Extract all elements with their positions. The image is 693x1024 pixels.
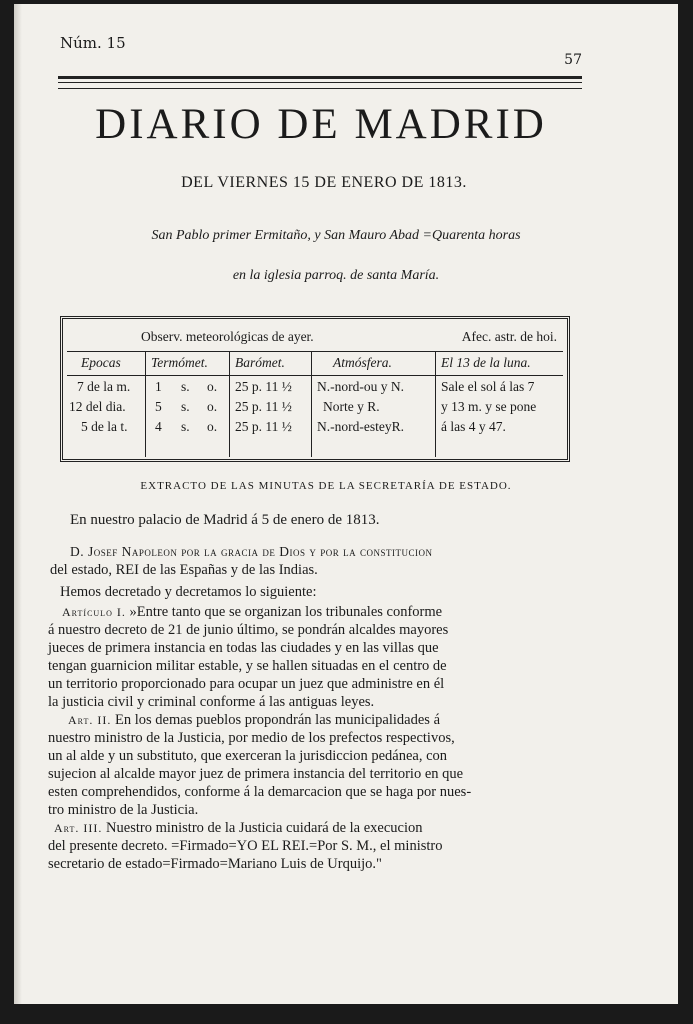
row2-o: o. xyxy=(207,399,218,414)
art1-line-3: jueces de primera instancia en todas las ciudades y en las villas que xyxy=(48,640,439,656)
col-epocas: Epocas xyxy=(81,355,121,370)
art1-label: Artículo I. xyxy=(62,605,126,619)
saints-line-2: en la iglesia parroq. de santa María. xyxy=(232,268,440,283)
moon-line-3: á las 4 y 47. xyxy=(441,419,506,434)
col-atmosfera: Atmósfera. xyxy=(333,355,392,370)
moon-line-2: y 13 m. y se pone xyxy=(441,399,537,414)
decree-line-1: D. Josef Napoleon por la gracia de Dios y por la constitucion xyxy=(70,544,433,559)
col-barometro: Barómet. xyxy=(235,355,285,370)
meteo-divider-4 xyxy=(435,351,436,457)
row2-temp: 5 xyxy=(155,399,162,414)
masthead-title: DIARIO DE MADRID xyxy=(95,101,547,148)
art1-line-6: la justicia civil y criminal conforme á las antiguas leyes. xyxy=(48,694,375,710)
meteo-rule-header xyxy=(67,375,563,376)
row1-temp: 1 xyxy=(155,379,162,394)
row3-s: s. xyxy=(181,419,190,434)
newspaper-page xyxy=(14,4,678,1004)
top-rule-thin xyxy=(58,82,582,83)
row3-o: o. xyxy=(207,419,218,434)
decree-line-3: Hemos decretado y decretamos lo siguiente: xyxy=(60,584,317,600)
dateline: DEL VIERNES 15 DE ENERO DE 1813. xyxy=(181,174,467,191)
row1-epoca: 7 de la m. xyxy=(77,379,131,394)
saints-line-1: San Pablo primer Ermitaño, y San Mauro Abad =Quarenta horas xyxy=(151,228,521,243)
issue-number: Núm. 15 xyxy=(60,34,126,52)
art2-first-line xyxy=(68,712,440,729)
art3-label: Art. III. xyxy=(54,821,103,835)
col-luna: El 13 de la luna. xyxy=(441,355,531,370)
col-termometro: Termómet. xyxy=(151,355,208,370)
row1-baro: 25 p. 11 ½ xyxy=(235,379,292,394)
meteo-divider-3 xyxy=(311,351,312,457)
moon-line-1: Sale el sol á las 7 xyxy=(441,379,535,394)
meteorological-table xyxy=(60,316,570,462)
art1-line-4: tengan guarnicion militar estable, y se hallen situadas en el centro de xyxy=(48,658,447,674)
art2-line-3: un al alde y un substituto, que exerceran la jurisdiccion pedánea, con xyxy=(48,748,448,764)
meteo-title-right: Afec. astr. de hoi. xyxy=(461,329,557,344)
row3-baro: 25 p. 11 ½ xyxy=(235,419,292,434)
art3-line-3: secretario de estado=Firmado=Mariano Luis de Urquijo." xyxy=(48,856,382,872)
row2-baro: 25 p. 11 ½ xyxy=(235,399,292,414)
place-date: En nuestro palacio de Madrid á 5 de enero de 1813. xyxy=(70,512,380,528)
art1-line-2: á nuestro decreto de 21 de junio último, se pondrán alcaldes mayores xyxy=(48,622,449,638)
art2-line-6: tro ministro de la Justicia. xyxy=(48,802,199,818)
row3-temp: 4 xyxy=(155,419,162,434)
meteo-rule-top xyxy=(67,351,563,352)
meteo-divider-1 xyxy=(145,351,146,457)
top-rule-thin-2 xyxy=(58,88,582,89)
extract-heading: EXTRACTO DE LAS MINUTAS DE LA SECRETARÍA DE ESTADO. xyxy=(140,480,512,492)
art2-line-4: sujecion al alcalde mayor juez de primera instancia del territorio en que xyxy=(48,766,464,782)
row2-s: s. xyxy=(181,399,190,414)
decree-line-2: del estado, REI de las Españas y de las Indias. xyxy=(50,562,318,578)
row2-atmos: Norte y R. xyxy=(323,399,380,414)
art2-label: Art. II. xyxy=(68,713,112,727)
art2-line-1: En los demas pueblos propondrán las municipalidades á xyxy=(115,712,440,728)
art1-line-1: »Entre tanto que se organizan los tribunales conforme xyxy=(129,604,443,620)
row1-o: o. xyxy=(207,379,218,394)
art2-line-5: esten comprehendidos, conforme á la demarcacion que se haga por nues- xyxy=(48,784,472,800)
page-edge-shadow xyxy=(14,4,22,1004)
row3-epoca: 5 de la t. xyxy=(81,419,128,434)
row1-s: s. xyxy=(181,379,190,394)
art3-first-line xyxy=(54,820,423,837)
art3-line-2: del presente decreto. =Firmado=YO EL REI.=Por S. M., el ministro xyxy=(48,838,443,854)
page-number: 57 xyxy=(564,52,582,68)
art1-line-5: un territorio proporcionado para ocupar un juez que administre en él xyxy=(48,676,445,692)
row2-epoca: 12 del dia. xyxy=(69,399,126,414)
row1-atmos: N.-nord-ou y N. xyxy=(317,379,404,394)
row3-atmos: N.-nord-esteyR. xyxy=(317,419,404,434)
top-rule-thick xyxy=(58,76,582,79)
art3-line-1: Nuestro ministro de la Justicia cuidará de la execucion xyxy=(106,820,423,836)
art1-first-line xyxy=(62,604,442,621)
art2-line-2: nuestro ministro de la Justicia, por medio de los prefectos respectivos, xyxy=(48,730,455,746)
meteo-title-left: Observ. meteorológicas de ayer. xyxy=(141,329,314,344)
meteo-divider-2 xyxy=(229,351,230,457)
